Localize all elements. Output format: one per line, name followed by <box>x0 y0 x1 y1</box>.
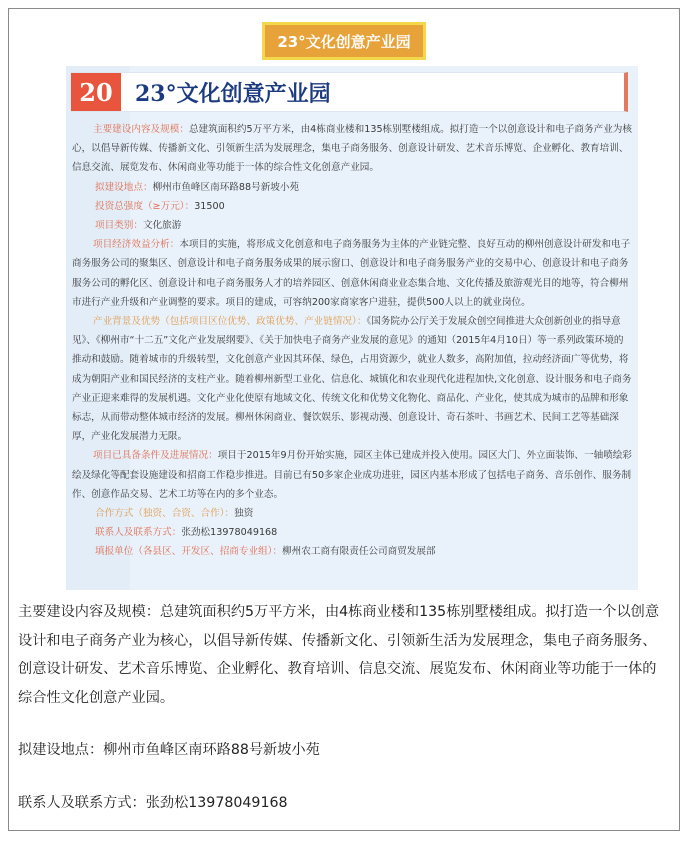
row-text: 总建筑面积约5万平方米，由4栋商业楼和135栋别墅楼组成。拟打造一个以创意设计和电子商务产业为核心，以倡导新传媒、传播新文化、引领新生活为发展理念，集电子商务服务、创意设计研发、艺术音乐博览、企业孵化、教育培训、信息交流、展览发布、休闲商业等功能于一体的综合性文化创意产业园。 <box>72 124 632 174</box>
card-row-reporter <box>66 542 638 561</box>
row-label: 拟建设地点： <box>95 181 153 193</box>
card-row-contact <box>66 523 638 542</box>
card-body <box>66 120 638 562</box>
section-badge-label: 23°文化创意产业园 <box>265 25 423 57</box>
card-row-location <box>66 178 638 197</box>
paragraph-scale: 主要建设内容及规模：总建筑面积约5万平方米，由4栋商业楼和135栋别墅楼组成。拟打造一个以创意设计和电子商务产业为核心，以倡导新传媒、传播新文化、引领新生活为发展理念，集电子商务服务、创意设计研发、艺术音乐博览、企业孵化、教育培训、信息交流、展览发布、休闲商业等功能于一体的综合性文化创意产业园。 <box>18 604 660 706</box>
card-row-progress <box>66 446 638 504</box>
row-label: 项目已具备条件及进展情况： <box>93 450 218 462</box>
row-label: 投资总强度（≥万元）： <box>95 200 195 212</box>
row-text: 项目于2015年9月份开始实施，园区主体已建成并投入使用。园区大门、外立面装饰、一轴喷绘彩绘及绿化等配套设施建设和招商工作稳步推进。目前已有50多家企业成功进驻，园区内基本形成了包括电子商务、音乐创作、服务制作、创意作品交易、艺术工坊等在内的多个业态。 <box>72 450 632 500</box>
project-number: 20 <box>71 73 121 111</box>
card-row-category <box>66 216 638 235</box>
row-label: 产业背景及优势（包括项目区位优势、政策优势、产业链情况）： <box>93 316 367 328</box>
card-title-bar <box>70 72 628 112</box>
project-title: 23°文化创意产业园 <box>135 80 331 107</box>
card-row-background <box>66 312 638 446</box>
row-label: 主要建设内容及规模： <box>93 124 189 135</box>
row-label: 合作方式（独资、合资、合作）： <box>95 508 235 520</box>
article-text <box>18 598 670 817</box>
section-badge <box>262 22 426 60</box>
row-text: 柳州农工商有限责任公司商贸发展部 <box>282 546 436 558</box>
row-text: 《国务院办公厅关于发展众创空间推进大众创新创业的指导意见》、《柳州市“十二五”文化产业发展纲要》、《关于加快电子商务产业发展的意见》的通知（2015年4月10日）等一系列政策环境的推动和鼓励。随着城市的升级转型，文化创意产业因其环保、绿色，占用资源少，就业人数多，高附加值，拉动经济面广等优势，将成为朝阳产业和国民经济的支柱产业。随着柳州新型工业化、信息化、城镇化和农业现代化进程加快,文化创意、设计服务和电子商务产业正迎来难得的发展机遇。文化产业化使原有地域文化、传统文化和优势文化物化、商品化、产业化，使其成为城市的品牌和形象标志，从而带动整体城市经济的发展。柳州休闲商业、餐饮娱乐、影视动漫、创意设计、奇石茶叶、书画艺术、民间工艺等基础深厚，产业化发展潜力无限。 <box>72 316 632 443</box>
card-row-benefit <box>66 235 638 312</box>
project-card-image <box>66 66 638 590</box>
paragraph-location: 拟建设地点：柳州市鱼峰区南环路88号新坡小苑 <box>18 742 320 758</box>
card-row-investment <box>66 197 638 216</box>
row-label: 联系人及联系方式： <box>95 527 182 539</box>
row-text: 本项目的实施，将形成文化创意和电子商务服务为主体的产业链完整、良好互动的柳州创意设计研发和电子商务服务公司的聚集区、创意设计和电子商务服务成果的展示窗口、创意设计和电子商务服务产业的交易中心、创意设计和电子商务服务公司的孵化区、创意设计和电子商务服务人才的培养园区、创意休闲商业业态集合地、文化传播及旅游观光目的地等，符合柳州市进行产业升级和产业调整的要求。项目的建成，可容纳200家商家客户进驻，提供500人以上的就业岗位。 <box>72 239 631 308</box>
row-text: 柳州市鱼峰区南环路88号新坡小苑 <box>152 181 300 193</box>
row-label: 项目经济效益分析： <box>93 239 180 251</box>
row-label: 填报单位（各县区、开发区、招商专业组）： <box>95 546 283 558</box>
card-row-cooperation <box>66 504 638 523</box>
row-label: 项目类别： <box>95 220 143 232</box>
row-text: 文化旅游 <box>142 220 182 232</box>
card-row-scale <box>66 120 638 178</box>
paragraph-contact: 联系人及联系方式：张劲松13978049168 <box>18 794 288 811</box>
row-text: 31500 <box>194 200 225 212</box>
row-text: 张劲松13978049168 <box>181 527 278 539</box>
row-text: 独资 <box>234 508 254 520</box>
